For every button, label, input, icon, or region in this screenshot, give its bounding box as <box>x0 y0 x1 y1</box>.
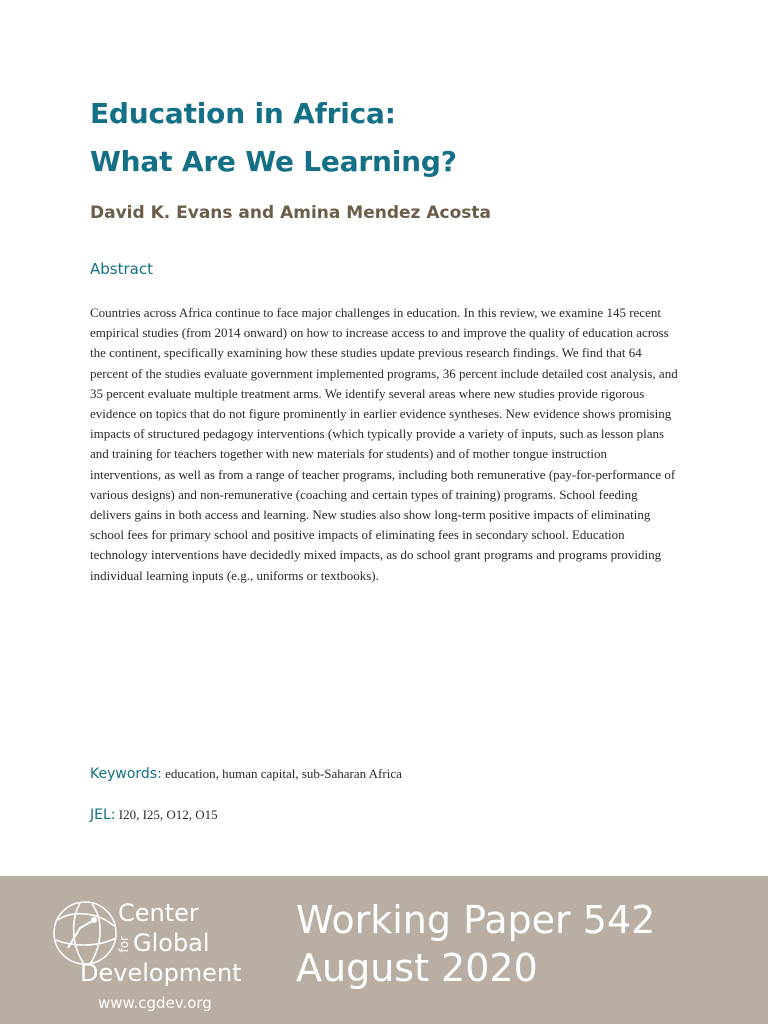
authors: David K. Evans and Amina Mendez Acosta <box>90 203 491 223</box>
publication-date: August 2020 <box>296 946 538 990</box>
logo-line-development: Development <box>80 959 242 987</box>
title-line-2: What Are We Learning? <box>90 145 457 178</box>
jel-value: I20, I25, O12, O15 <box>118 807 218 822</box>
cgd-logo <box>50 896 260 1016</box>
footer-band <box>0 876 768 1024</box>
logo-wordmark <box>118 898 210 958</box>
keywords-label: Keywords: <box>90 766 162 782</box>
keywords-line <box>90 764 402 784</box>
working-paper-number: Working Paper 542 <box>296 898 656 942</box>
abstract-body: Countries across Africa continue to face major challenges in education. In this review, we examine 145 recent empirical studies (from 2014 onward) on how to increase access to and improve the quality of education across the continent, specifically examining how these studies update previous research findings. We find that 64 percent of the studies evaluate government implemented programs, 36 percent include detailed cost analysis, and 35 percent evaluate multiple treatment arms. We identify several areas where new studies provide rigorous evidence on topics that do not figure prominently in earlier evidence syntheses. New evidence shows promising impacts of structured pedagogy interventions (which typically provide a variety of inputs, such as lesson plans and training for teachers together with new materials for students) and of mother tongue instruction interventions, as well as from a range of teacher programs, including both remunerative (pay-for-performance of various designs) and non-remunerative (coaching and certain types of training) programs. School feeding delivers gains in both access and learning. New studies also show long-term positive impacts of eliminating school fees for primary school and positive impacts of eliminating fees in secondary school. Education technology interventions have decidedly mixed impacts, as do school grant programs and programs providing individual learning inputs (e.g., uniforms or textbooks). <box>90 305 678 583</box>
working-paper-block <box>296 896 655 992</box>
jel-line <box>90 805 218 825</box>
jel-label: JEL: <box>90 807 116 823</box>
paper-title <box>90 90 710 186</box>
keywords-value: education, human capital, sub-Saharan Africa <box>165 766 402 781</box>
logo-line-global <box>118 928 210 958</box>
abstract-heading: Abstract <box>90 260 153 278</box>
logo-for: for <box>117 935 131 953</box>
title-line-1: Education in Africa: <box>90 97 396 130</box>
logo-development-row <box>80 958 242 988</box>
logo-global-word: Global <box>133 929 210 957</box>
logo-line-center: Center <box>118 899 199 927</box>
logo-url: www.cgdev.org <box>98 994 212 1012</box>
